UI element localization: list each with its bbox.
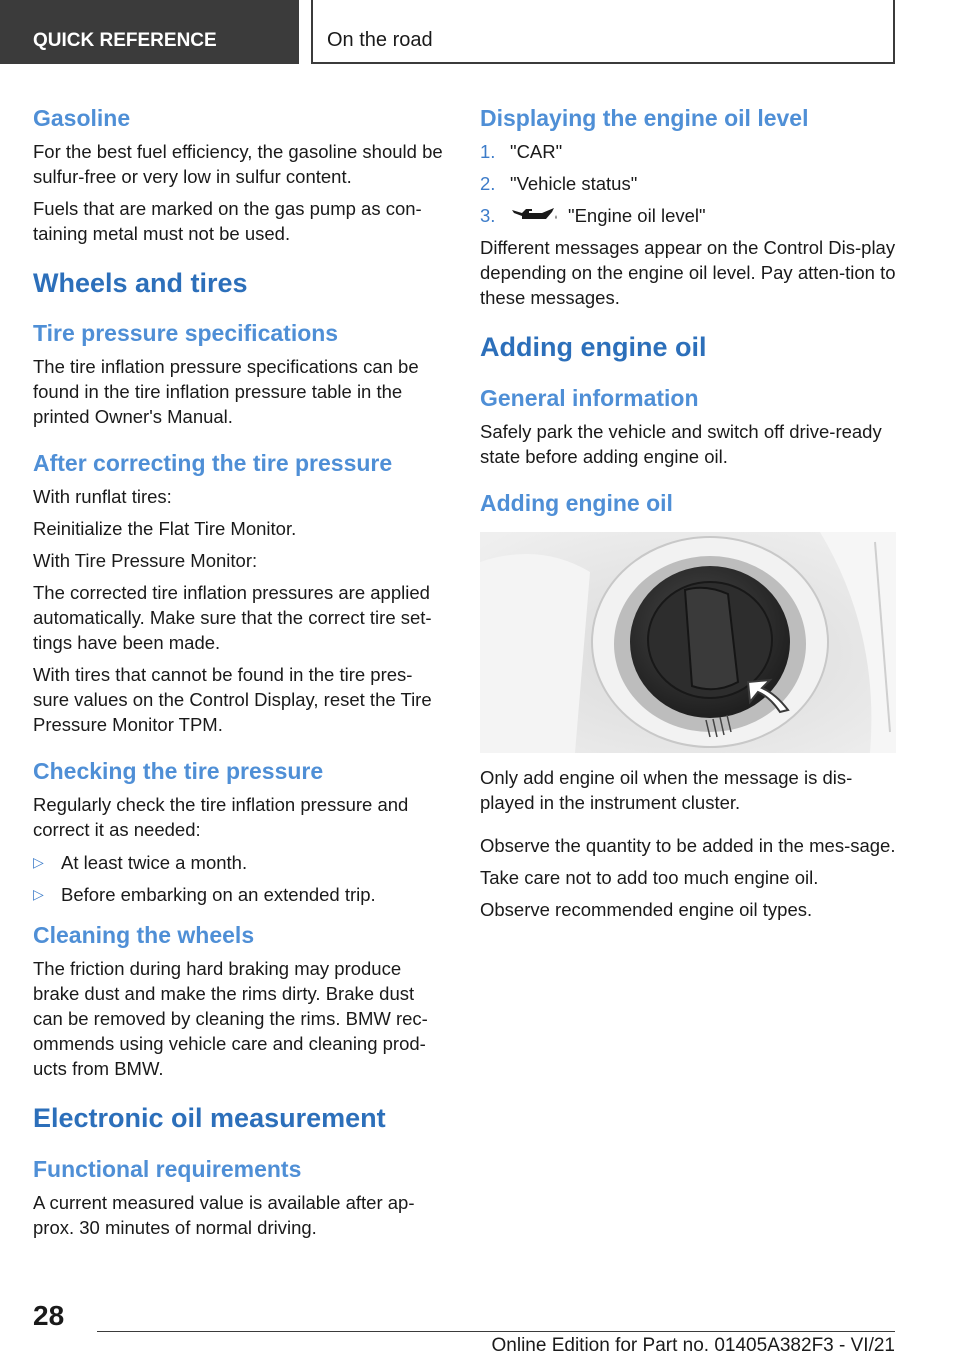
header-chapter-tab — [311, 0, 895, 64]
after-correcting-p3: With Tire Pressure Monitor: — [33, 550, 258, 571]
cleaning-heading: Cleaning the wheels — [33, 922, 255, 948]
step-text: "CAR" — [510, 141, 563, 162]
list-item — [33, 882, 447, 907]
display-paragraph: Different messages appear on the Control Dis-play depending on the engine oil level. Pay atten-tion to these messages. — [480, 237, 896, 308]
step-number: 3. — [480, 205, 496, 226]
steps-list — [480, 139, 896, 228]
left-column — [33, 100, 447, 1240]
list-item-text: At least twice a month. — [61, 852, 248, 873]
triangle-bullet-icon: ▷ — [33, 886, 44, 902]
functional-requirements-heading: Functional requirements — [33, 1156, 302, 1182]
adding-oil-subheading: Adding engine oil — [480, 490, 673, 516]
adding-oil-heading: Adding engine oil — [480, 332, 707, 362]
header-section-label: QUICK REFERENCE — [33, 30, 217, 51]
gasoline-paragraph-1: For the best fuel efficiency, the gasoline should be sulfur-free or very low in sulfur content. — [33, 141, 443, 187]
oil-filler-cap-image — [480, 532, 896, 753]
page-number: 28 — [33, 1300, 65, 1331]
list-item-text: Before embarking on an extended trip. — [61, 884, 376, 905]
after-correcting-p5: With tires that cannot be found in the tire pres-sure values on the Control Display, reset the Tire Pressure Monitor TPM. — [33, 664, 432, 735]
list-item — [480, 139, 896, 164]
general-info-paragraph: Safely park the vehicle and switch off drive-ready state before adding engine oil. — [480, 421, 882, 467]
step-number: 1. — [480, 141, 496, 162]
right-column — [480, 100, 896, 922]
header-section-tab — [0, 0, 299, 64]
step-text: "Vehicle status" — [510, 173, 638, 194]
electronic-oil-heading: Electronic oil measurement — [33, 1103, 386, 1133]
tire-pressure-spec-heading: Tire pressure specifications — [33, 320, 339, 346]
oil-can-icon — [510, 205, 560, 225]
after-correcting-p1: With runflat tires: — [33, 486, 172, 507]
tire-pressure-spec-paragraph: The tire inflation pressure specifications can be found in the tire inflation pressure table in the printed Owner's Manual. — [33, 356, 419, 427]
adding-paragraph-4: Observe recommended engine oil types. — [480, 899, 813, 920]
after-correcting-p2: Reinitialize the Flat Tire Monitor. — [33, 518, 297, 539]
checking-heading: Checking the tire pressure — [33, 758, 324, 784]
wheels-tires-heading: Wheels and tires — [33, 268, 248, 298]
after-correcting-p4: The corrected tire inflation pressures are applied automatically. Make sure that the correct tire set-tings have been made. — [33, 582, 432, 653]
adding-paragraph-2: Observe the quantity to be added in the mes-sage. — [480, 835, 896, 856]
general-info-heading: General information — [480, 385, 699, 411]
header-chapter-label: On the road — [327, 29, 433, 51]
step-text: "Engine oil level" — [568, 205, 706, 226]
functional-paragraph: A current measured value is available after ap-prox. 30 minutes of normal driving. — [33, 1192, 415, 1238]
adding-paragraph-1: Only add engine oil when the message is dis-played in the instrument cluster. — [480, 767, 853, 813]
list-item — [480, 203, 896, 228]
after-correcting-heading: After correcting the tire pressure — [33, 450, 393, 476]
checking-paragraph: Regularly check the tire inflation pressure and correct it as needed: — [33, 794, 409, 840]
list-item — [480, 171, 896, 196]
adding-paragraph-3: Take care not to add too much engine oil. — [480, 867, 819, 888]
triangle-bullet-icon: ▷ — [33, 854, 44, 870]
gasoline-paragraph-2: Fuels that are marked on the gas pump as con-taining metal must not be used. — [33, 198, 422, 244]
list-item — [33, 850, 447, 875]
gasoline-heading: Gasoline — [33, 105, 131, 131]
footer-edition: Online Edition for Part no. 01405A382F3 - VI/21 — [491, 1335, 895, 1356]
step-number: 2. — [480, 173, 496, 194]
checking-bullet-list — [33, 850, 447, 907]
display-oil-level-heading: Displaying the engine oil level — [480, 105, 809, 131]
footer-divider — [97, 1331, 895, 1332]
cleaning-paragraph: The friction during hard braking may produce brake dust and make the rims dirty. Brake dust can be removed by cleaning the rims. BMW rec-ommends using vehicle care and cleaning prod-ucts from BMW. — [33, 958, 428, 1079]
